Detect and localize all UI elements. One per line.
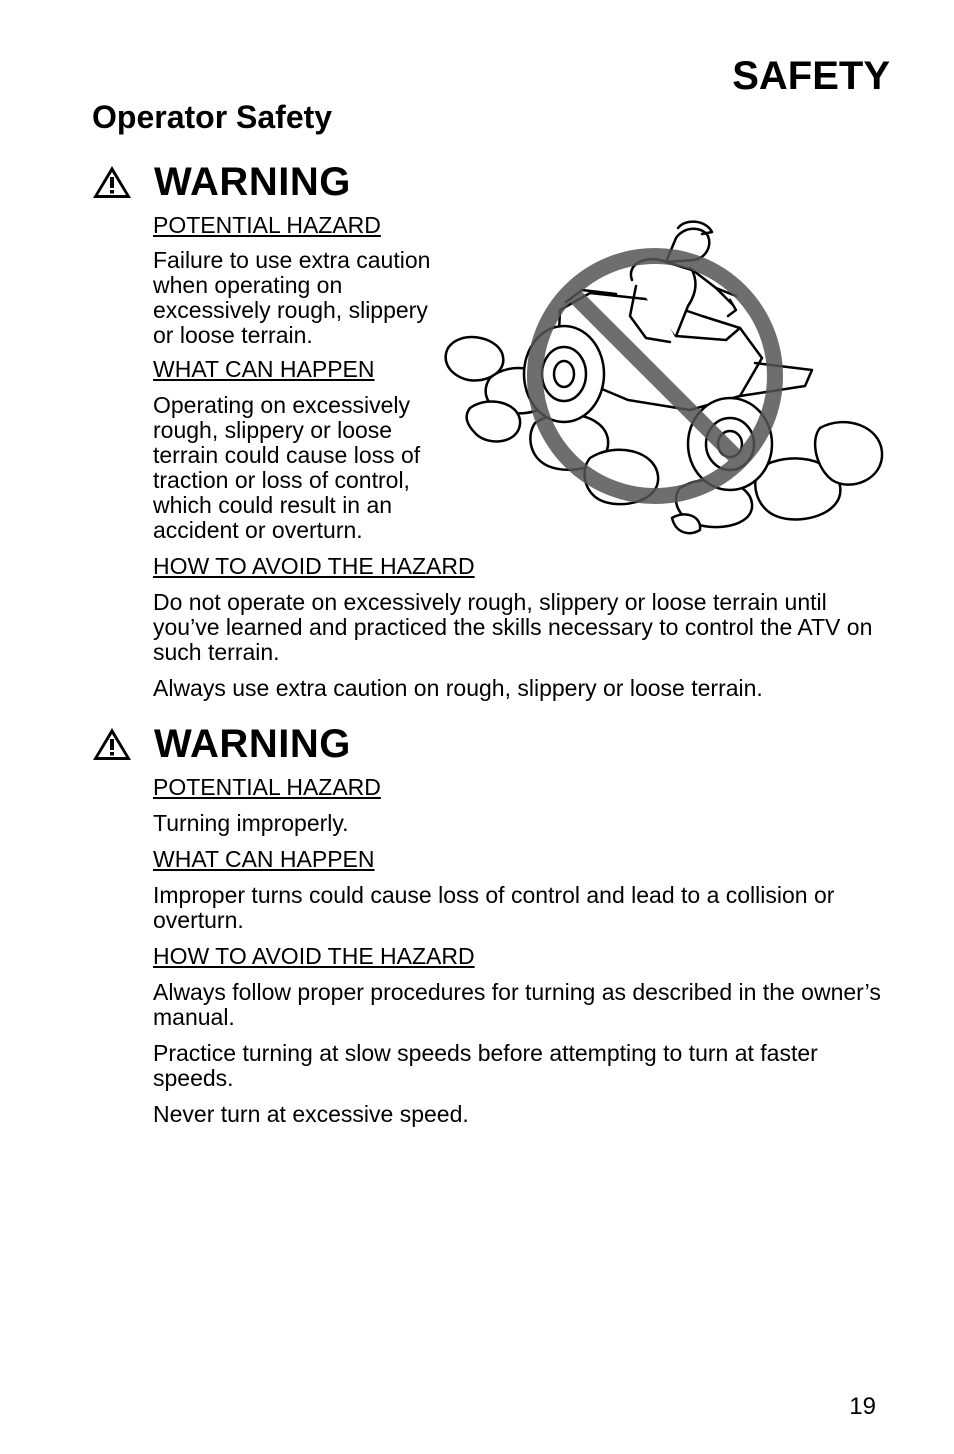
- potential-hazard-label: POTENTIAL HAZARD: [153, 774, 381, 800]
- operator-safety-heading: Operator Safety: [92, 99, 333, 135]
- how-to-avoid-label: HOW TO AVOID THE HAZARD: [153, 943, 475, 969]
- hazard-text: Failure to use extra caution when operating on excessively rough, slippery or loose terrain.: [153, 247, 431, 348]
- hazard-text: Turning improperly.: [153, 810, 349, 836]
- warning-title: WARNING: [154, 721, 351, 766]
- avoid-text: Practice turning at slow speeds before attempting to turn at faster speeds.: [153, 1040, 818, 1091]
- avoid-text: Do not operate on excessively rough, slippery or loose terrain until you’ve learned and practiced the skills necessary to control the ATV on such terrain.: [153, 589, 873, 665]
- avoid-text: Never turn at excessive speed.: [153, 1101, 469, 1127]
- warning-header: [92, 158, 351, 206]
- warning-triangle-icon: [92, 727, 132, 761]
- section-title: SAFETY: [732, 54, 890, 98]
- avoid-text: Always follow proper procedures for turning as described in the owner’s manual.: [153, 979, 881, 1030]
- what-can-happen-label: WHAT CAN HAPPEN: [153, 356, 375, 382]
- potential-hazard-label: POTENTIAL HAZARD: [153, 212, 381, 238]
- how-to-avoid-label: HOW TO AVOID THE HAZARD: [153, 553, 475, 579]
- what-can-happen-text: Operating on excessively rough, slippery or loose terrain could cause loss of traction or loss of control, which could result in an accident or overturn.: [153, 392, 421, 543]
- warning-triangle-icon: [92, 165, 132, 199]
- page-number: 19: [849, 1393, 876, 1420]
- avoid-text: Always use extra caution on rough, slippery or loose terrain.: [153, 675, 763, 701]
- what-can-happen-text: Improper turns could cause loss of control and lead to a collision or overturn.: [153, 882, 835, 933]
- warning-body: [153, 775, 893, 1127]
- warning-header: [92, 720, 351, 768]
- prohibited-atv-rough-terrain-illustration: [440, 218, 890, 538]
- what-can-happen-label: WHAT CAN HAPPEN: [153, 846, 375, 872]
- warning-title: WARNING: [154, 159, 351, 204]
